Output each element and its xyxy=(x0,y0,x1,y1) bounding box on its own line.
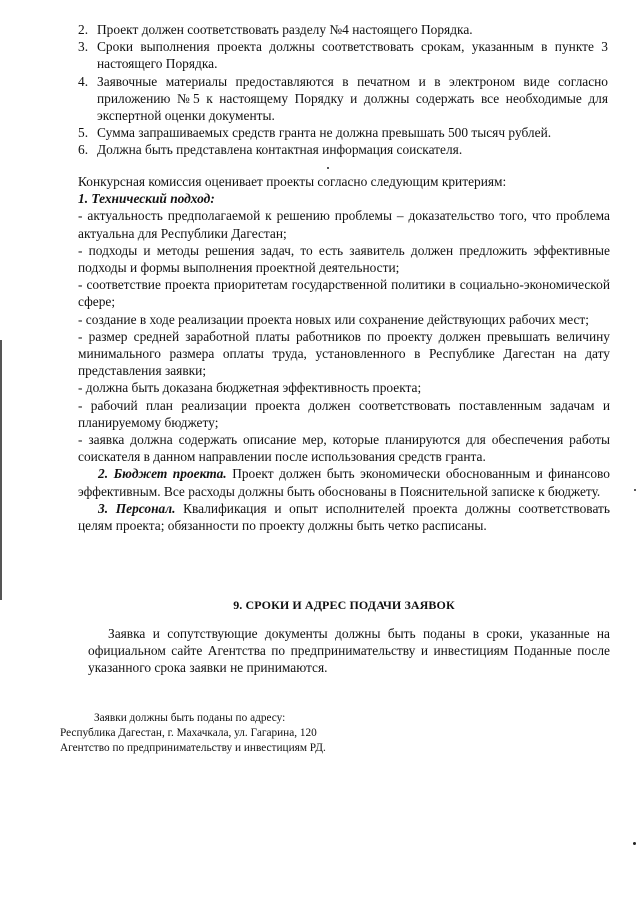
scan-speck xyxy=(633,842,636,845)
budget-title: 2. Бюджет проекта. xyxy=(98,466,227,482)
criterion-item: - подходы и методы решения задач, то есть заявитель должен предложить эффективные подходы и формы выполнения проектной деятельности; xyxy=(78,242,610,276)
address-line: Агентство по предпринимательству и инвестициям РД. xyxy=(60,742,326,755)
list-text: Сумма запрашиваемых средств гранта не должна превышать 500 тысяч рублей. xyxy=(97,125,552,141)
list-number: 5. xyxy=(78,125,89,141)
list-text: Сроки выполнения проекта должны соответствовать срокам, указанным в пункте 3 настоящего Порядка. xyxy=(97,39,608,72)
criterion-item: - должна быть доказана бюджетная эффективность проекта; xyxy=(78,380,422,396)
address-line: Заявки должны быть поданы по адресу: xyxy=(94,712,286,724)
scan-speck xyxy=(634,489,636,491)
list-item xyxy=(78,124,608,141)
criterion-item: - соответствие проекта приоритетам государственной политики в социально-экономической сфере; xyxy=(78,277,610,310)
budget-paragraph xyxy=(78,465,610,499)
list-number: 6. xyxy=(78,142,89,158)
deadline-text: Заявка и сопутствующие документы должны быть поданы в сроки, указанные на официальном сайте Агентства по предпринимательству и инвестициям Поданные после указанного срока заявки не принимаются. xyxy=(88,626,610,676)
list-item xyxy=(78,141,608,158)
list-item xyxy=(78,73,608,125)
criterion-item: - заявка должна содержать описание мер, которые планируются для обеспечения работы соискателя в данном направлении после использования средств гранта. xyxy=(78,432,610,465)
criteria-block xyxy=(78,173,610,534)
list-number: 3. xyxy=(78,39,89,55)
list-number: 2. xyxy=(78,22,89,37)
section-paragraph xyxy=(88,625,610,677)
criterion-item: - актуальность предполагаемой к решению проблемы – доказательство того, что проблема актуальна для Республики Дагестан; xyxy=(78,208,610,241)
address-line: Республика Дагестан, г. Махачкала, ул. Гагарина, 120 xyxy=(60,727,317,740)
criteria-intro: Конкурсная комиссия оценивает проекты согласно следующим критериям: xyxy=(78,174,507,189)
requirements-list xyxy=(78,21,608,159)
technical-approach-title: 1. Технический подход: xyxy=(78,191,215,207)
list-item xyxy=(78,38,608,72)
list-text: Должна быть представлена контактная информация соискателя. xyxy=(97,142,463,158)
list-text: Проект должен соответствовать разделу №4 настоящего Порядка. xyxy=(97,22,473,37)
list-number: 4. xyxy=(78,73,89,89)
section-heading: 9. СРОКИ И АДРЕС ПОДАЧИ ЗАЯВОК xyxy=(233,598,455,612)
scan-edge-mark xyxy=(0,340,2,600)
scan-speck xyxy=(327,167,329,169)
budget-text: Проект должен быть экономически обоснованным и финансово эффективным. Все расходы должны быть обоснованы в Пояснительной записке к бюджету. xyxy=(78,466,610,499)
criterion-item: - рабочий план реализации проекта должен соответствовать поставленным задачам и планируемому бюджету; xyxy=(78,397,610,430)
list-text: Заявочные материалы предоставляются в печатном и в электроном виде согласно приложению №5 к настоящему Порядку и должны содержать все необходимые для экспертной оценки документы. xyxy=(97,73,608,124)
list-item xyxy=(78,21,608,38)
personnel-text: Квалификация и опыт исполнителей проекта должны соответствовать целям проекта; обязанности по проекту должны быть четко расписаны. xyxy=(78,500,610,534)
address-block xyxy=(60,711,326,757)
criterion-item: - размер средней заработной платы работников по проекту должен превышать величину минимального размера оплаты труда, установленного в Республике Дагестан на дату представления заявки; xyxy=(78,328,610,379)
personnel-paragraph xyxy=(78,500,610,534)
criterion-item: - создание в ходе реализации проекта новых или сохранение действующих рабочих мест; xyxy=(78,311,590,327)
personnel-title: 3. Персонал. xyxy=(98,500,176,516)
